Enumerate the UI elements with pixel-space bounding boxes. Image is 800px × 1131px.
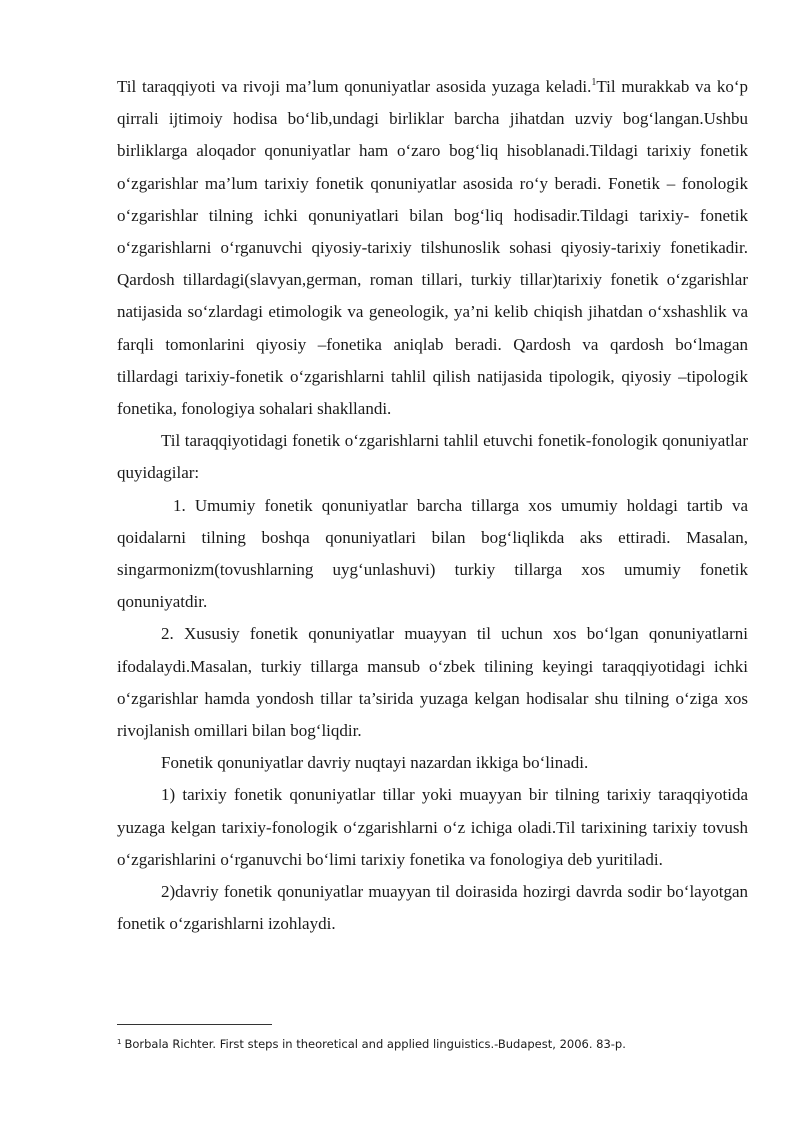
paragraph-intro-continuation: Til murakkab va ko‘p qirrali ijtimoiy hodisa bo‘lib,undagi birliklar barcha jihatdan uzviy bog‘langan.Ushbu birliklarga aloqador qonuniyatlar ham o‘zaro bog‘liq hisoblanadi.Tildagi tarixiy fonetik o‘zgarishlar ma’lum tarixiy fonetik qonuniyatlar asosida ro‘y beradi. Fonetik – fonologik o‘zgarishlar tilning ichki qonuniyatlari bilan bog‘liq hodisadir.Tildagi tarixiy- fonetik o‘zgarishlarni o‘rganuvchi qiyosiy-tarixiy tilshunoslik sohasi qiyosiy-tarixiy fonetikadir. Qardosh tillardagi(slavyan,german, roman tillari, turkiy tillar)tarixiy fonetik o‘zgarishlar natijasida so‘zlardagi etimologik va geneologik, ya’ni kelib chiqish jihatdan o‘xshashlik va farqli tomonlarini qiyosiy –fonetika aniqlab beradi. Qardosh va qardosh bo‘lmagan tillardagi tarixiy-fonetik o‘zgarishlarni tahlil qilish natijasida tipologik, qiyosiy –tipologik fonetika, fonologiya sohalari shakllandi. — [117, 77, 748, 419]
paragraph-periodic-division: Fonetik qonuniyatlar davriy nuqtayi nazardan ikkiga bo‘linadi. — [161, 753, 589, 773]
paragraph-current-laws: 2)davriy fonetik qonuniyatlar muayyan til doirasida hozirgi davrda sodir bo‘layotgan fonetik o‘zgarishlarni izohlaydi. — [117, 882, 748, 934]
paragraph-intro — [117, 71, 748, 425]
body-text — [117, 71, 748, 940]
footnote-text: Borbala Richter. First steps in theoretical and applied linguistics.-Budapest, 2006. 83-p. — [124, 1037, 626, 1051]
footnote-divider — [117, 1024, 272, 1025]
paragraph-laws-intro: Til taraqqiyotidagi fonetik o‘zgarishlarni tahlil etuvchi fonetik-fonologik qonuniyatlar quyidagilar: — [117, 431, 748, 483]
paragraph-general-laws: 1. Umumiy fonetik qonuniyatlar barcha tillarga xos umumiy holdagi tartib va qoidalarni tilning boshqa qonuniyatlari bilan bog‘liqlikda aks ettiradi. Masalan, singarmonizm(tovushlarning uyg‘unlashuvi) turkiy tillarga xos umumiy fonetik qonuniyatdir. — [117, 495, 748, 612]
footnote — [117, 1036, 757, 1052]
footnote-mark: 1 — [117, 1038, 122, 1046]
paragraph-specific-laws: 2. Xususiy fonetik qonuniyatlar muayyan til uchun xos bo‘lgan qonuniyatlarni ifodalaydi.Masalan, turkiy tillarga mansub o‘zbek tilining keyingi taraqqiyotidagi ichki o‘zgarishlar hamda yondosh tillar ta’sirida yuzaga kelgan hodisalar shu tilning o‘ziga xos rivojlanish omillari bilan bog‘liqdir. — [117, 624, 748, 741]
paragraph-intro-text: Til taraqqiyoti va rivoji ma’lum qonuniyatlar asosida yuzaga keladi. — [117, 77, 592, 96]
footnote-reference: 1 — [591, 77, 597, 88]
paragraph-historical-laws: 1) tarixiy fonetik qonuniyatlar tillar yoki muayyan bir tilning tarixiy taraqqiyotida yuzaga kelgan tarixiy-fonologik o‘zgarishlarni o‘z ichiga oladi.Til tarixining tarixiy tovush o‘zgarishlarini o‘rganuvchi bo‘limi tarixiy fonetika va fonologiya deb yuritiladi. — [117, 785, 748, 869]
